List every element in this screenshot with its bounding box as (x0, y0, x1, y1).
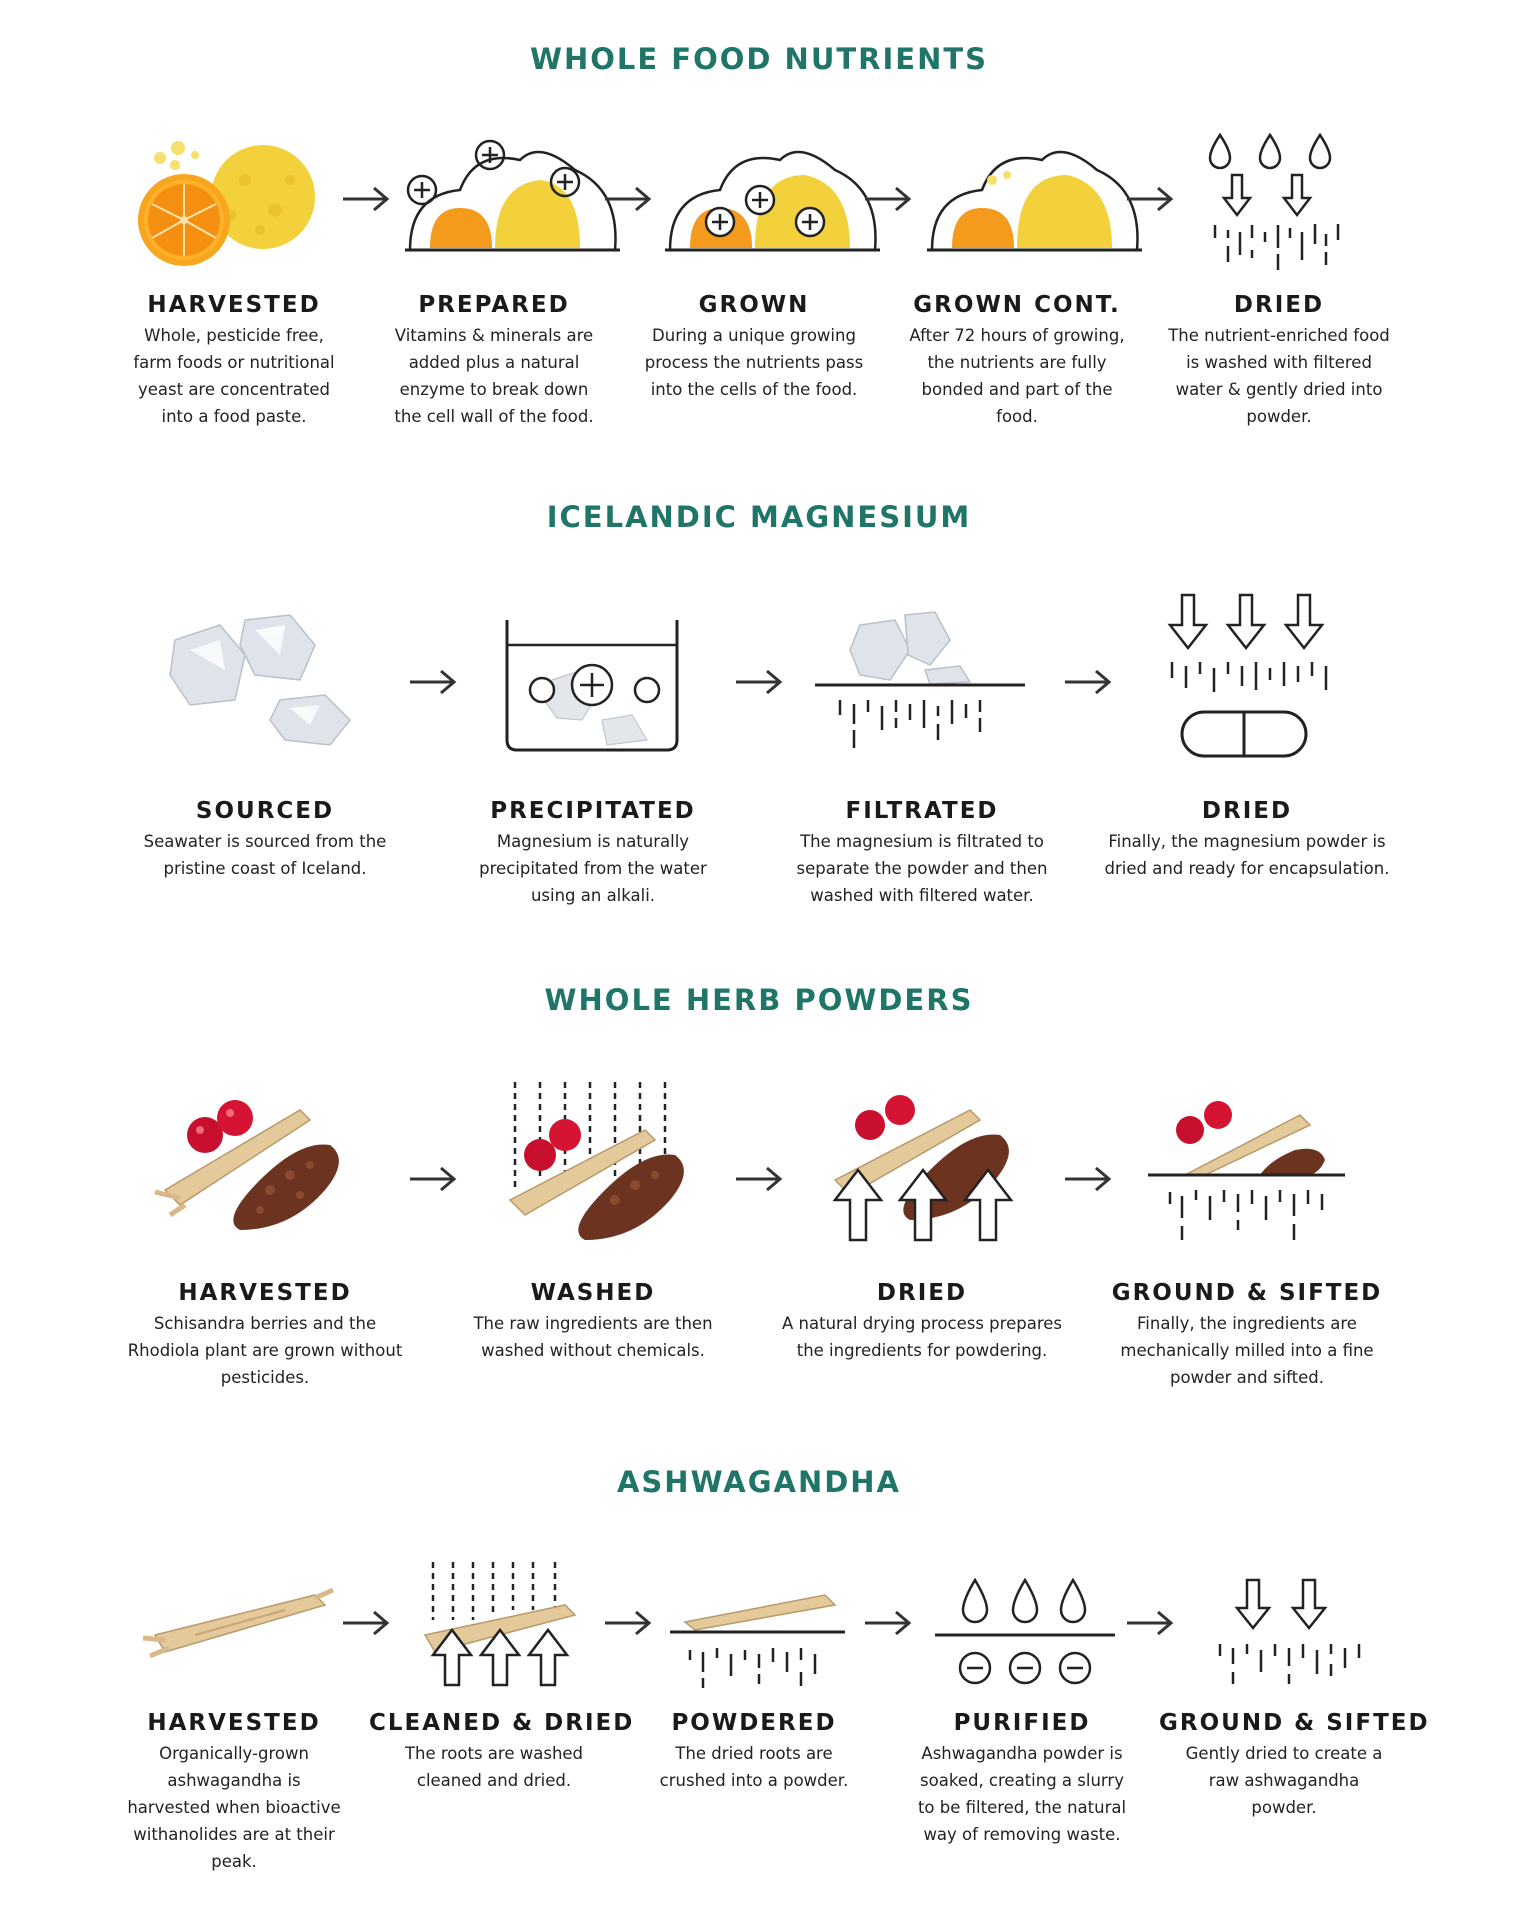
step-title: GROWN (698, 292, 810, 318)
arrow-icon (340, 1608, 392, 1638)
step-title: WASHED (530, 1280, 656, 1306)
step-title: HARVESTED (178, 1280, 352, 1306)
step-description: During a unique growing process the nutrients pass into the cells of the food. (644, 326, 864, 399)
prepared-mound-icon (400, 120, 630, 290)
herbs-dried-icon (820, 1080, 1050, 1250)
step-title: HARVESTED (147, 1710, 321, 1736)
arrow-icon (862, 1608, 914, 1638)
arrow-icon (407, 1164, 459, 1194)
arrow-icon (340, 184, 392, 214)
herbs-washed-icon (495, 1080, 725, 1250)
step-description: Vitamins & minerals are added plus a natural enzyme to break down the cell wall of the food. (394, 326, 594, 426)
arrow-icon (862, 184, 914, 214)
herbs-icon (150, 1080, 380, 1250)
arrow-icon (1124, 1608, 1176, 1638)
step-description: The magnesium is filtrated to separate the powder and then washed with filtered water. (796, 832, 1048, 905)
step-title: PRECIPITATED (490, 798, 696, 824)
root-cleaned-icon (405, 1560, 635, 1730)
step-title: PREPARED (418, 292, 570, 318)
step-title: SOURCED (195, 798, 335, 824)
sift-icon (1195, 1560, 1425, 1730)
arrow-icon (1062, 667, 1114, 697)
step-title: DRIED (1201, 798, 1293, 824)
section-title: ASHWAGANDHA (616, 1465, 902, 1499)
crystals-icon (150, 600, 380, 770)
step-title: HARVESTED (147, 292, 321, 318)
arrow-icon (1062, 1164, 1114, 1194)
step-title: GROUND & SIFTED (1159, 1710, 1430, 1736)
arrow-icon (602, 1608, 654, 1638)
step-description: The nutrient-enriched food is washed with filtered water & gently dried into powder. (1168, 326, 1390, 426)
beaker-icon (482, 600, 712, 770)
mound-icon (922, 120, 1152, 290)
step-description: Magnesium is naturally precipitated from the water using an alkali. (479, 832, 707, 905)
drops-drying-icon (1170, 120, 1400, 290)
arrow-icon (407, 667, 459, 697)
step-title: GROWN CONT. (913, 292, 1121, 318)
arrow-icon (1124, 184, 1176, 214)
step-description: Ashwagandha powder is soaked, creating a slurry to be filtered, the natural way of removing waste. (917, 1744, 1127, 1844)
step-description: The raw ingredients are then washed without chemicals. (473, 1314, 713, 1360)
step-description: After 72 hours of growing, the nutrients are fully bonded and part of the food. (909, 326, 1125, 426)
step-description: Gently dried to create a raw ashwagandha powder. (1185, 1744, 1383, 1817)
step-title: DRIED (1233, 292, 1325, 318)
step-description: The dried roots are crushed into a powder. (659, 1744, 849, 1790)
step-title: FILTRATED (845, 798, 999, 824)
step-description: Schisandra berries and the Rhodiola plant are grown without pesticides. (127, 1314, 403, 1387)
arrow-icon (602, 184, 654, 214)
root-powdered-icon (665, 1560, 895, 1730)
step-description: Seawater is sourced from the pristine coast of Iceland. (143, 832, 387, 878)
arrow-icon (733, 667, 785, 697)
capsule-icon (1130, 590, 1360, 760)
step-title: GROUND & SIFTED (1111, 1280, 1383, 1306)
step-description: Finally, the ingredients are mechanically milled into a fine powder and sifted. (1120, 1314, 1374, 1387)
purify-icon (925, 1560, 1155, 1730)
filter-icon (810, 600, 1040, 770)
arrow-icon (733, 1164, 785, 1194)
step-description: Finally, the magnesium powder is dried and ready for encapsulation. (1104, 832, 1390, 878)
step-title: POWDERED (671, 1710, 837, 1736)
root-icon (135, 1560, 365, 1730)
step-title: DRIED (876, 1280, 968, 1306)
step-description: Organically-grown ashwagandha is harvested when bioactive withanolides are at their peak. (127, 1744, 341, 1871)
section-title: ICELANDIC MAGNESIUM (546, 500, 972, 534)
step-title: PURIFIED (953, 1710, 1091, 1736)
step-title: CLEANED & DRIED (369, 1710, 635, 1736)
section-title: WHOLE HERB POWDERS (544, 983, 974, 1017)
section-title: WHOLE FOOD NUTRIENTS (529, 42, 989, 76)
herbs-ground-icon (1140, 1080, 1370, 1250)
step-description: A natural drying process prepares the ingredients for powdering. (782, 1314, 1062, 1360)
orange-yeast-icon (120, 120, 350, 290)
step-description: The roots are washed cleaned and dried. (404, 1744, 584, 1790)
grown-mound-icon (660, 120, 890, 290)
step-description: Whole, pesticide free, farm foods or nutritional yeast are concentrated into a food paste. (133, 326, 335, 426)
